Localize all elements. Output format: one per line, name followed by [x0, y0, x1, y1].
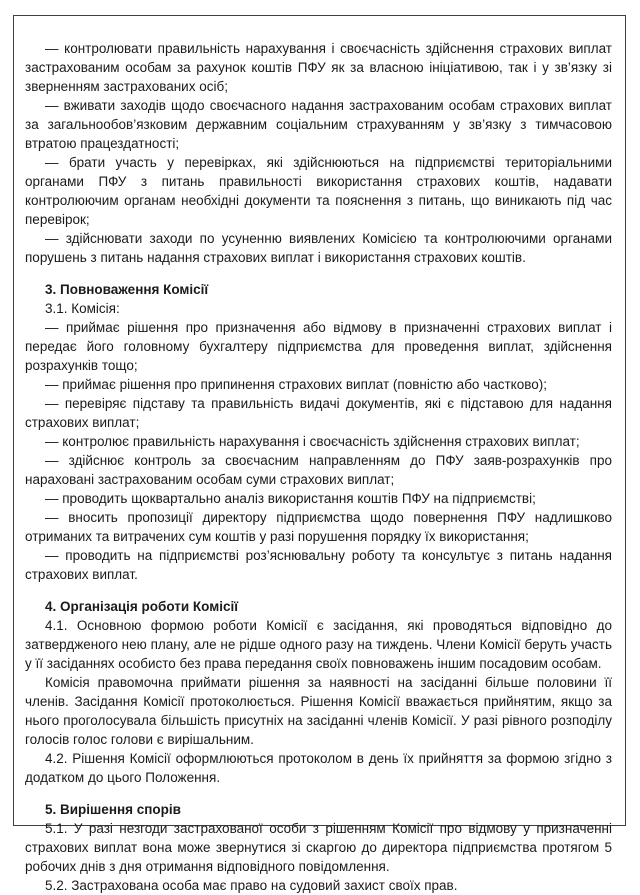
paragraph: — проводить на підприємстві роз’яснювальну роботу та консультує з питань надання страхових виплат.: [25, 548, 612, 582]
paragraph: 5.1. У разі незгоди застрахованої особи з рішенням Комісії про відмову у призначенні страхових виплат вона може звернутися зі скаргою до директора підприємства протягом 5 робочих днів з дня отримання відповідного повідомлення.: [25, 821, 612, 874]
paragraph: — брати участь у перевірках, які здійснюються на підприємстві територіальними органами ПФУ з питань правильності використання страхових коштів, надавати контролюючим органам необхідні документи та пояснення з питань, що виникають під час перевірок;: [25, 155, 612, 227]
section-heading: 5. Вирішення спорів: [45, 802, 181, 817]
section-heading: 3. Повноваження Комісії: [45, 282, 209, 297]
paragraph: — здійснює контроль за своєчасним направленням до ПФУ заяв-розрахунків про нараховані застрахованим особам суми страхових виплат;: [25, 453, 612, 487]
paragraph: — вживати заходів щодо своєчасного надання застрахованим особам страхових виплат за загальнообов’язковим державним соціальним страхуванням у зв’язку з тимчасовою втратою працездатності;: [25, 98, 612, 151]
document-page: [13, 15, 626, 893]
paragraph: — вносить пропозиції директору підприємства щодо повернення ПФУ надлишково отриманих та витрачених сум коштів у разі порушення порядку їх використання;: [25, 510, 612, 544]
paragraph: — перевіряє підставу та правильність видачі документів, які є підставою для надання страхових виплат;: [25, 396, 612, 430]
paragraph: 4.2. Рішення Комісії оформлюються протоколом в день їх прийняття за формою згідно з додатком до цього Положення.: [25, 751, 612, 785]
paragraph: 5.2. Застрахована особа має право на судовий захист своїх прав.: [45, 878, 458, 893]
paragraph: — контролює правильність нарахування і своєчасність здійснення страхових виплат;: [45, 434, 580, 449]
paragraph: Комісія правомочна приймати рішення за наявності на засіданні більше половини її членів. Засідання Комісії протоколюється. Рішення Комісії вважається прийнятим, якщо за нього проголосувала більшість присутніх на засіданні членів Комісії. У разі рівного розподілу голосів голос голови є вирішальним.: [25, 675, 612, 747]
section-heading: 4. Організація роботи Комісії: [45, 599, 239, 614]
paragraph: — контролювати правильність нарахування і своєчасність здійснення страхових виплат застрахованим особам за рахунок коштів ПФУ як за власною ініціативою, так і у зв’язку зі зверненням застрахованих осіб;: [25, 41, 612, 94]
paragraph: 3.1. Комісія:: [45, 301, 120, 316]
paragraph: — здійснювати заходи по усуненню виявлених Комісією та контролюючими органами порушень з питань надання страхових виплат і використання страхових коштів.: [25, 231, 612, 265]
paragraph: — приймає рішення про призначення або відмову в призначенні страхових виплат і передає його головному бухгалтеру підприємства для проведення виплат, здійснення розрахунків тощо;: [25, 320, 612, 373]
paragraph: — приймає рішення про припинення страхових виплат (повністю або частково);: [45, 377, 547, 392]
paragraph: — проводить щоквартально аналіз використання коштів ПФУ на підприємстві;: [45, 491, 536, 506]
paragraph: 4.1. Основною формою роботи Комісії є засідання, які проводяться відповідно до затвердженого нею плану, але не рідше одного разу на тиждень. Члени Комісії беруть участь у її засіданнях особисто без права передання своїх повноважень іншим посадовим особам.: [25, 618, 612, 671]
